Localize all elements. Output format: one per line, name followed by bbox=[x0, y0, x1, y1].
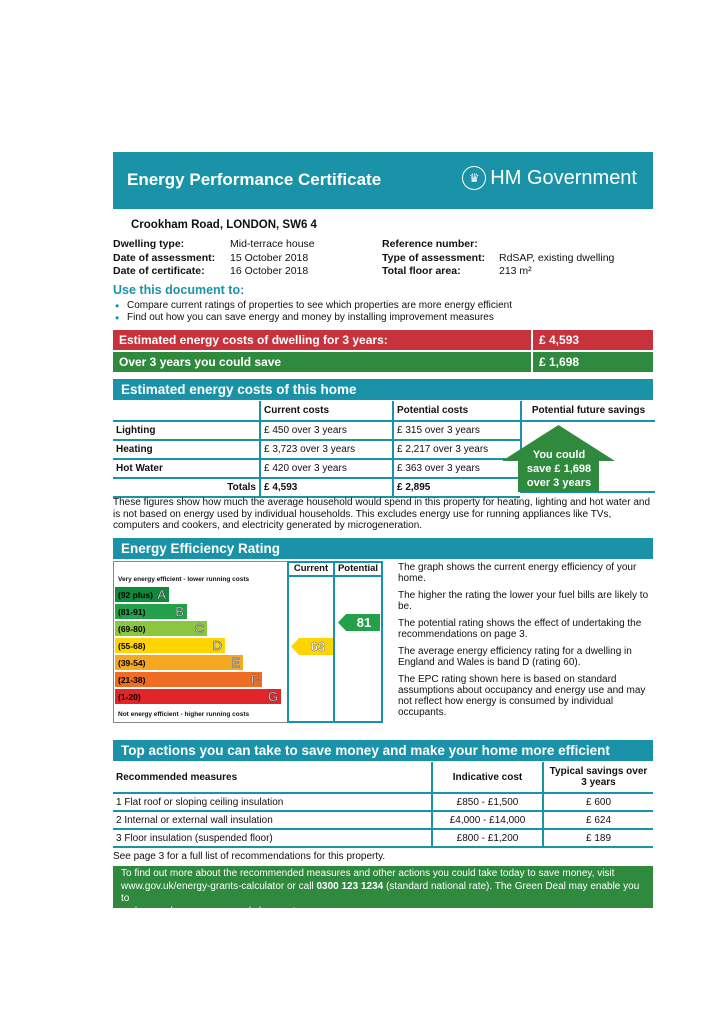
totals-potential: £ 2,895 bbox=[393, 478, 520, 497]
band-range: (81-91) bbox=[118, 606, 146, 617]
detail-label: Reference number: bbox=[382, 238, 478, 250]
table-row bbox=[113, 793, 653, 811]
eer-bottom-label: Not energy efficient - higher running costs bbox=[118, 711, 250, 718]
savings-house-text bbox=[518, 448, 600, 490]
savings-line: You could bbox=[532, 449, 586, 461]
indicative-cost: £850 - £1,500 bbox=[432, 793, 543, 811]
band-letter: F bbox=[251, 672, 259, 687]
current-column-label: Current bbox=[293, 563, 329, 574]
eer-band-g bbox=[115, 689, 281, 704]
eer-explanation bbox=[398, 562, 653, 724]
band-range: (55-68) bbox=[118, 640, 146, 651]
savings-line: over 3 years bbox=[526, 477, 592, 489]
certificate-header bbox=[113, 152, 653, 209]
detail-value: 16 October 2018 bbox=[230, 265, 309, 277]
eer-top-label: Very energy efficient - lower running costs bbox=[118, 576, 250, 583]
cost-name: Lighting bbox=[113, 421, 260, 440]
detail-label: Type of assessment: bbox=[382, 251, 486, 264]
potential-column bbox=[333, 561, 383, 723]
band-letter: B bbox=[175, 604, 184, 619]
cost-potential: £ 2,217 over 3 years bbox=[393, 440, 520, 459]
band-range: (69-80) bbox=[118, 623, 146, 634]
detail-label: Date of assessment: bbox=[113, 251, 216, 264]
certificate-title: Energy Performance Certificate bbox=[127, 170, 382, 189]
savings-header: Potential future savings bbox=[520, 401, 655, 422]
detail-value: 213 m² bbox=[499, 265, 532, 277]
eer-paragraph: The graph shows the current energy efficiency of your home. bbox=[398, 562, 637, 584]
band-letter: A bbox=[157, 587, 166, 602]
eer-bands bbox=[115, 587, 281, 706]
footer-line: make your home warmer and cheaper to run. bbox=[121, 905, 322, 917]
estimated-costs-label: Estimated energy costs of dwelling for 3 years: bbox=[113, 330, 531, 350]
measure: 3 Floor insulation (suspended floor) bbox=[113, 829, 432, 847]
header-cell: Current costs bbox=[260, 401, 393, 421]
footer-line: To find out more about the recommended measures and other actions you could take today to save money, visit bbox=[121, 868, 615, 879]
potential-rating-value: 81 bbox=[356, 615, 372, 630]
table-row bbox=[113, 440, 520, 459]
footer-phone: 0300 123 1234 bbox=[316, 880, 384, 892]
band-range: (92 plus) bbox=[118, 589, 153, 600]
band-range: (1-20) bbox=[118, 691, 141, 702]
property-address: Crookham Road, LONDON, SW6 4 bbox=[131, 219, 317, 231]
measure: 2 Internal or external wall insulation bbox=[113, 811, 432, 829]
bullet-item: • Compare current ratings of properties to see which properties are more energy efficient bbox=[113, 300, 512, 312]
table-row bbox=[113, 829, 653, 847]
eer-band-e bbox=[115, 655, 243, 670]
detail-label: Total floor area: bbox=[382, 265, 461, 277]
detail-label: Dwelling type: bbox=[113, 238, 185, 250]
header-cell: Potential costs bbox=[393, 401, 520, 421]
cost-potential: £ 363 over 3 years bbox=[393, 459, 520, 478]
typical-saving: £ 189 bbox=[543, 829, 653, 847]
estimated-costs-value: £ 4,593 bbox=[533, 330, 653, 350]
measure: 1 Flat roof or sloping ceiling insulation bbox=[113, 793, 432, 811]
table-row bbox=[113, 459, 520, 478]
costs-table bbox=[113, 401, 520, 498]
savings-line: save £ 1,698 bbox=[526, 463, 592, 475]
header-cell: Typical savings over 3 years bbox=[543, 762, 653, 793]
use-document-bullets bbox=[113, 300, 512, 324]
detail-label: Date of certificate: bbox=[113, 265, 205, 277]
costs-note: These figures show how much the average household would spend in this property for heating, lighting and hot water and is not based on energy used by individual households. This excludes energy use for running appliances like TVs, computers and cookers, and electricity generated by microgeneration. bbox=[113, 497, 651, 531]
costs-section-title: Estimated energy costs of this home bbox=[113, 379, 653, 400]
detail-value: 15 October 2018 bbox=[230, 251, 309, 264]
footer-line bbox=[121, 881, 645, 906]
band-range: (39-54) bbox=[118, 657, 146, 668]
current-rating-value: 63 bbox=[310, 639, 326, 654]
hm-government-text: HM Government bbox=[490, 166, 637, 189]
cost-current: £ 420 over 3 years bbox=[260, 459, 393, 478]
potential-column-label: Potential bbox=[337, 563, 379, 574]
eer-paragraph: The EPC rating shown here is based on standard assumptions about occupancy and energy use and may not reflect how energy is consumed by individual occupants. bbox=[398, 674, 646, 718]
eer-band-d bbox=[115, 638, 225, 653]
band-range: (21-38) bbox=[118, 674, 146, 685]
actions-section-title: Top actions you can take to save money and make your home more efficient bbox=[113, 740, 653, 761]
use-document-title: Use this document to: bbox=[113, 283, 245, 297]
eer-band-c bbox=[115, 621, 207, 636]
eer-band-f bbox=[115, 672, 262, 687]
detail-value: Mid-terrace house bbox=[230, 238, 315, 250]
cost-name: Heating bbox=[113, 440, 260, 459]
cost-name: Hot Water bbox=[113, 459, 260, 478]
totals-row bbox=[113, 478, 520, 497]
totals-current: £ 4,593 bbox=[260, 478, 393, 497]
table-header-row bbox=[113, 762, 653, 793]
band-letter: G bbox=[267, 689, 278, 704]
eer-paragraph: The potential rating shows the effect of undertaking the recommendations on page 3. bbox=[398, 618, 642, 640]
table-header-row bbox=[113, 401, 520, 421]
indicative-cost: £4,000 - £14,000 bbox=[432, 811, 543, 829]
crest-icon: ♛ bbox=[462, 166, 486, 190]
see-page-note: See page 3 for a full list of recommendations for this property. bbox=[113, 851, 386, 862]
typical-saving: £ 600 bbox=[543, 793, 653, 811]
eer-band-b bbox=[115, 604, 187, 619]
header-cell bbox=[113, 401, 260, 421]
table-row bbox=[113, 421, 520, 440]
details-right bbox=[382, 238, 614, 279]
table-row bbox=[113, 811, 653, 829]
cost-potential: £ 315 over 3 years bbox=[393, 421, 520, 440]
footer-link[interactable]: www.gov.uk/energy-grants-calculator or call bbox=[121, 880, 317, 892]
cost-current: £ 3,723 over 3 years bbox=[260, 440, 393, 459]
footer-info bbox=[113, 866, 653, 917]
header-cell: Indicative cost bbox=[432, 762, 543, 793]
footer-text: (standard national rate). The Green Deal may enable you to bbox=[121, 880, 640, 904]
detail-value: RdSAP, existing dwelling bbox=[499, 251, 615, 264]
bullet-item: • Find out how you can save energy and money by installing improvement measures bbox=[113, 312, 512, 324]
band-letter: C bbox=[194, 621, 204, 636]
recommendations-table bbox=[113, 762, 653, 848]
band-letter: D bbox=[212, 638, 222, 653]
hm-government-logo bbox=[462, 166, 637, 190]
cost-current: £ 450 over 3 years bbox=[260, 421, 393, 440]
band-letter: E bbox=[231, 655, 240, 670]
totals-label: Totals bbox=[113, 478, 260, 497]
header-cell: Recommended measures bbox=[113, 762, 432, 793]
indicative-cost: £800 - £1,200 bbox=[432, 829, 543, 847]
eer-section-title: Energy Efficiency Rating bbox=[113, 538, 653, 559]
eer-band-a bbox=[115, 587, 169, 602]
could-save-value: £ 1,698 bbox=[533, 352, 653, 372]
eer-paragraph: The higher the rating the lower your fuel bills are likely to be. bbox=[398, 590, 649, 612]
typical-saving: £ 624 bbox=[543, 811, 653, 829]
details-left bbox=[113, 238, 315, 279]
could-save-label: Over 3 years you could save bbox=[113, 352, 531, 372]
divider bbox=[287, 575, 383, 577]
eer-paragraph: The average energy efficiency rating for a dwelling in England and Wales is band D (rating 60). bbox=[398, 646, 632, 668]
